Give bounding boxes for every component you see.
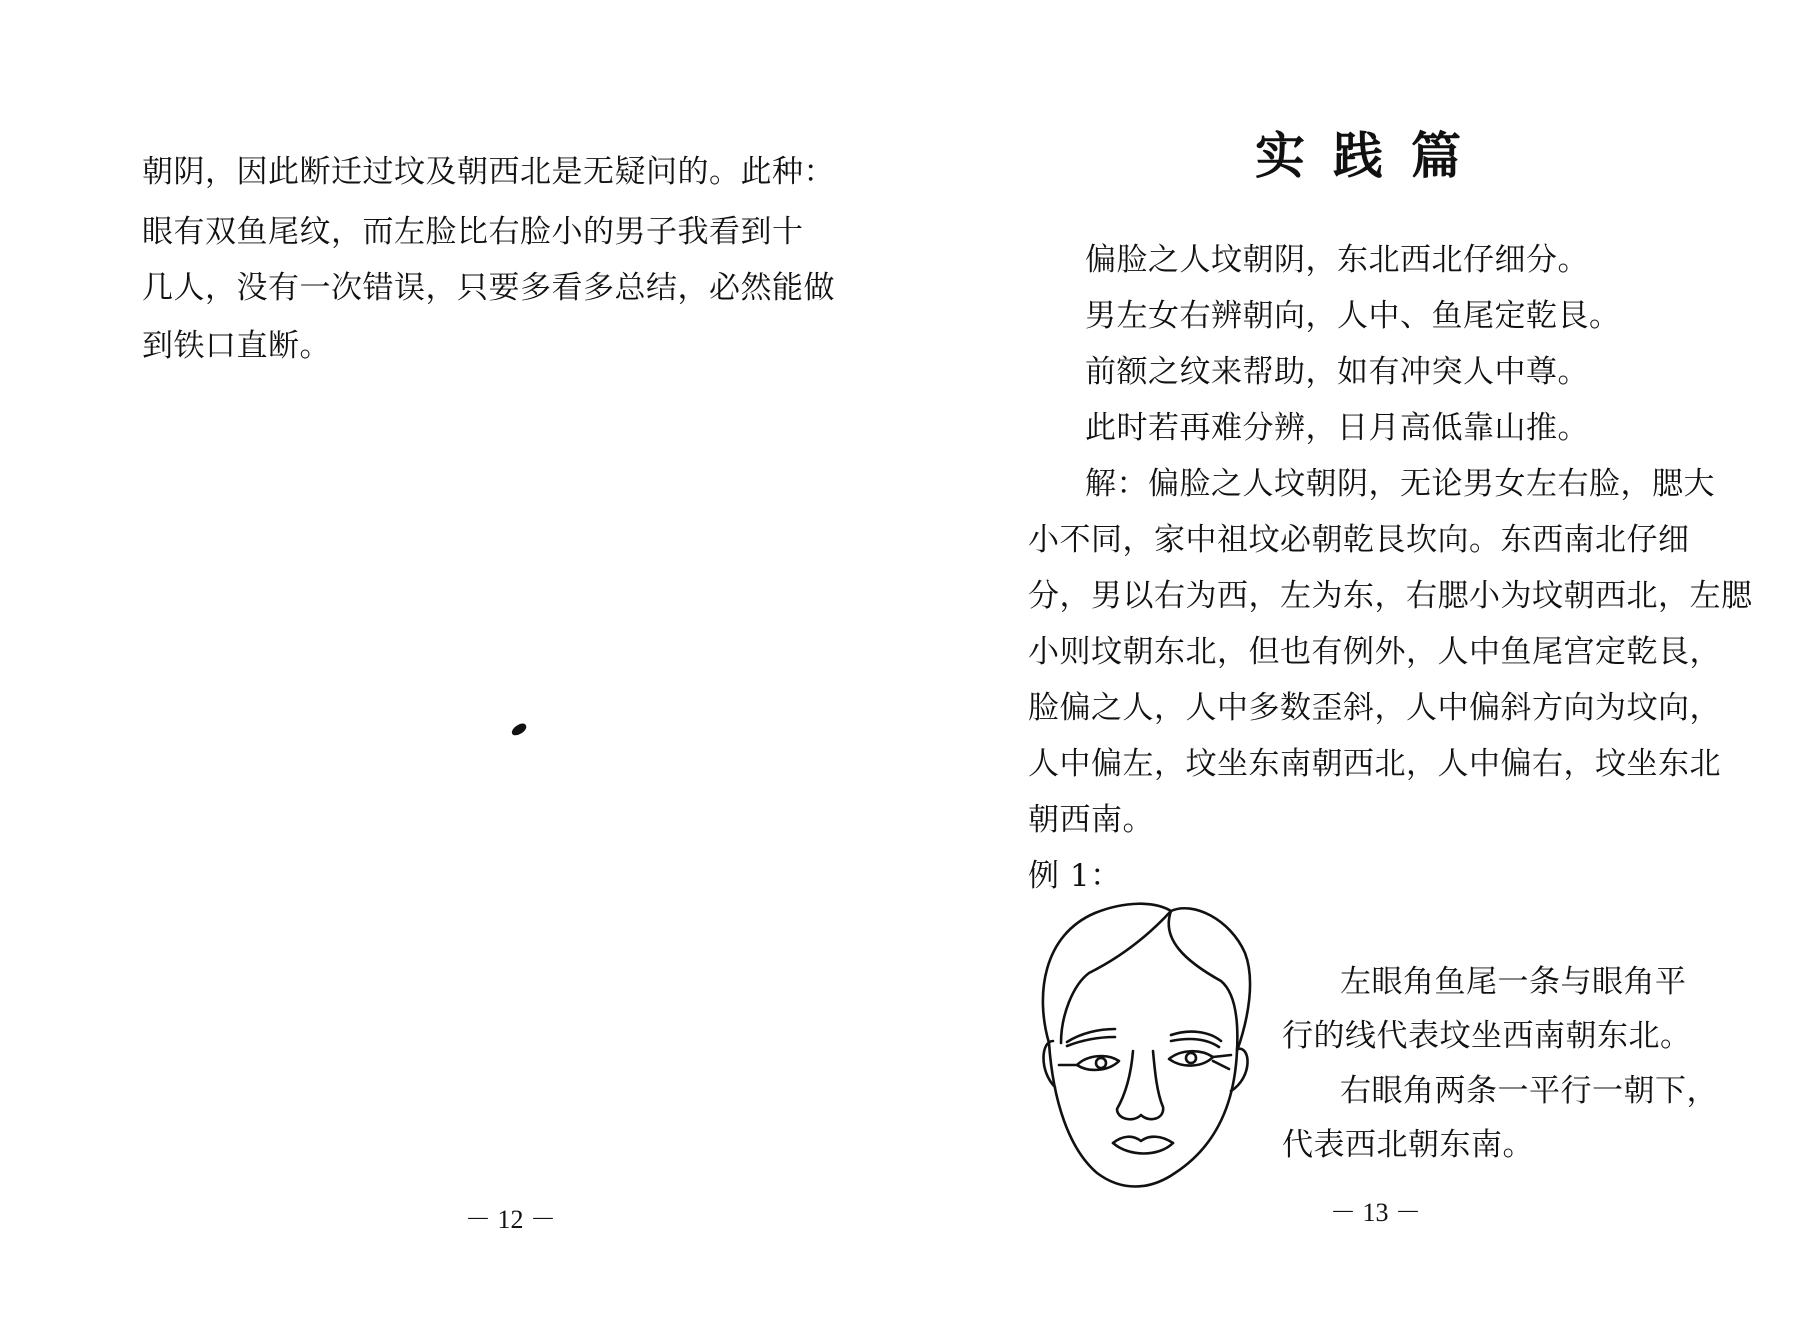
example-text-line: 右眼角两条一平行一朝下， xyxy=(1340,1073,1718,1109)
right-pupil xyxy=(1186,1053,1196,1063)
verse-line: 偏脸之人坟朝阴，东北西北仔细分。 xyxy=(1085,242,1589,278)
left-page-line: 朝阴，因此断迁过坟及朝西北是无疑问的。此种： xyxy=(142,154,835,190)
left-pupil xyxy=(1096,1058,1106,1068)
explanation-line: 解：偏脸之人坟朝阴，无论男女左右脸，腮大 xyxy=(1085,466,1715,502)
example-text-line: 行的线代表坟坐西南朝东北。 xyxy=(1282,1018,1692,1054)
page-number: － 13 － xyxy=(1330,1198,1422,1227)
explanation-line: 小则坟朝东北，但也有例外，人中鱼尾宫定乾艮， xyxy=(1028,634,1721,670)
hair-fringe-right xyxy=(1169,911,1238,1051)
example-text-line: 左眼角鱼尾一条与眼角平 xyxy=(1340,964,1687,1000)
right-eyebrow-lower xyxy=(1171,1039,1219,1047)
explanation-line: 朝西南。 xyxy=(1028,802,1154,838)
left-page-line: 眼有双鱼尾纹，而左脸比右脸小的男子我看到十 xyxy=(142,214,804,250)
verse-line: 前额之纹来帮助，如有冲突人中尊。 xyxy=(1085,354,1589,390)
verse-line: 此时若再难分辨，日月高低靠山推。 xyxy=(1085,410,1589,446)
explanation-line: 脸偏之人，人中多数歪斜，人中偏斜方向为坟向， xyxy=(1028,690,1721,726)
chapter-title: 实践篇 xyxy=(1255,126,1489,185)
face-illustration xyxy=(1025,895,1265,1195)
nose xyxy=(1117,1051,1163,1119)
explanation-line: 人中偏左，坟坐东南朝西北，人中偏右，坟坐东北 xyxy=(1028,746,1721,782)
page-number: － 12 － xyxy=(465,1205,557,1234)
example-label: 例 1： xyxy=(1028,858,1122,894)
left-page-line: 到铁口直断。 xyxy=(142,328,331,364)
lower-lip xyxy=(1113,1143,1173,1154)
left-page-line: 几人，没有一次错误，只要多看多总结，必然能做 xyxy=(142,270,835,306)
verse-line: 男左女右辨朝向，人中、鱼尾定乾艮。 xyxy=(1085,298,1621,334)
right-crow-feet-line-2 xyxy=(1213,1061,1229,1069)
head-outline xyxy=(1043,904,1250,1187)
example-text-line: 代表西北朝东南。 xyxy=(1282,1127,1534,1163)
hair-fringe-left xyxy=(1061,911,1171,1043)
upper-lip xyxy=(1113,1137,1173,1143)
right-crow-feet-line-1 xyxy=(1213,1055,1231,1057)
explanation-line: 分，男以右为西，左为东，右腮小为坟朝西北，左腮 xyxy=(1028,578,1753,614)
ink-spot xyxy=(510,722,528,737)
explanation-line: 小不同，家中祖坟必朝乾艮坎向。东西南北仔细 xyxy=(1028,522,1690,558)
